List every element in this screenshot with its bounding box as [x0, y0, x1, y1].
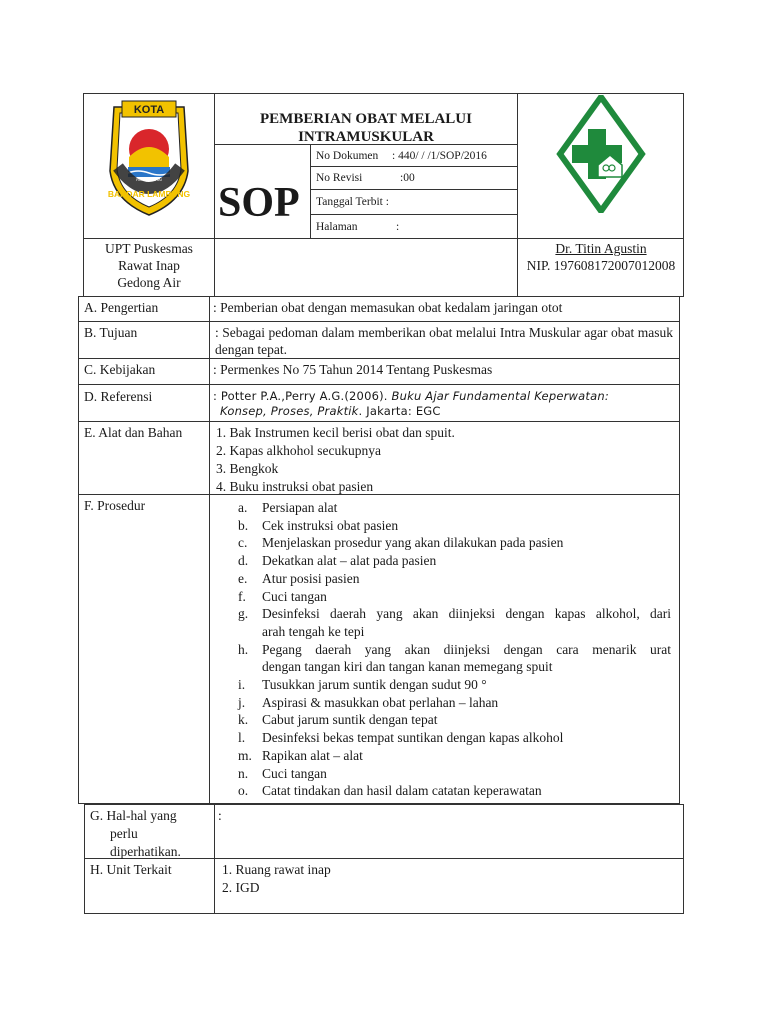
title-line-2: INTRAMUSKULAR	[298, 129, 434, 145]
procedure-step-text: Pegang daerah yang akan diinjeksi dengan cara menarik urat	[262, 641, 671, 657]
institution-line-1: UPT Puskesmas	[105, 241, 193, 256]
procedure-letter: g.	[238, 606, 249, 622]
reference-authors: : Potter P.A.,Perry A.G.(2006).	[213, 389, 392, 403]
institution-block	[84, 240, 214, 291]
section-h-label: H. Unit Terkait	[90, 862, 172, 877]
procedure-letter: b.	[238, 517, 249, 533]
divider	[310, 189, 518, 190]
procedure-step-text: Cek instruksi obat pasien	[262, 517, 399, 533]
procedure-letter: d.	[238, 553, 249, 569]
section-c-label: C. Kebijakan	[84, 362, 156, 377]
institution-line-3: Gedong Air	[117, 275, 181, 290]
section-g-label-1: G. Hal-hal yang	[90, 808, 177, 823]
procedure-step-text: Catat tindakan dan hasil dalam catatan keperawatan	[262, 783, 542, 799]
section-e-item-3: 3. Bengkok	[216, 461, 279, 476]
reference-publisher: . Jakarta: EGC	[358, 404, 441, 418]
section-e-label: E. Alat dan Bahan	[84, 425, 183, 440]
procedure-letter: m.	[238, 747, 252, 763]
procedure-step-text: Tusukkan jarum suntik dengan sudut 90 °	[262, 677, 487, 692]
section-b-text: : Sebagai pedoman dalam memberikan obat melalui Intra Muskular agar obat masuk dengan tepat.	[215, 325, 673, 357]
procedure-step-text: Cuci tangan	[262, 765, 327, 781]
divider	[78, 384, 680, 385]
procedure-step-text: Rapikan alat – alat	[262, 747, 363, 763]
section-e-item-4: 4. Buku instruksi obat pasien	[216, 479, 374, 494]
procedure-letter: o.	[238, 783, 249, 799]
section-e-item-1: 1. Bak Instrumen kecil berisi obat dan spuit.	[216, 425, 455, 440]
procedure-letter: l.	[238, 730, 246, 746]
procedure-step-text: dengan tangan kiri dan tangan kanan memegang spuit	[262, 659, 553, 675]
institution-line-2: Rawat Inap	[118, 258, 180, 273]
city-logo-motto-text: RUWAI JURAI	[136, 177, 162, 182]
puskesmas-logo-icon	[556, 95, 646, 213]
section-g-label-2: perlu	[110, 826, 138, 841]
signer-block	[518, 240, 684, 274]
section-a-text: : Pemberian obat dengan memasukan obat kedalam jaringan otot	[213, 300, 563, 315]
city-logo-icon	[100, 97, 198, 221]
divider	[209, 296, 210, 804]
divider	[78, 421, 680, 422]
section-d-label: D. Referensi	[84, 389, 153, 404]
city-logo-top-text: KOTA	[133, 104, 165, 116]
divider	[78, 358, 680, 359]
signer-nip: NIP. 197608172007012008	[526, 258, 676, 273]
procedure-step-text: Atur posisi pasien	[262, 570, 360, 586]
city-logo-bottom-text: BANDAR LAMPUNG	[107, 189, 191, 199]
reference-title-part-1: Buku Ajar Fundamental Keperwatan:	[391, 389, 609, 403]
procedure-step-text: arah tengah ke tepi	[262, 623, 365, 639]
section-b-label: B. Tujuan	[84, 325, 138, 340]
section-c-text: : Permenkes No 75 Tahun 2014 Tentang Puskesmas	[213, 362, 493, 377]
divider	[78, 321, 680, 322]
section-a-label: A. Pengertian	[84, 300, 159, 315]
section-g-text: :	[218, 808, 222, 823]
procedure-letter: j.	[238, 694, 246, 710]
divider	[214, 804, 215, 914]
procedure-letter: f.	[238, 588, 246, 604]
procedure-letter: k.	[238, 712, 249, 728]
procedure-step-text: Dekatkan alat – alat pada pasien	[262, 553, 437, 569]
procedure-step-text: Persiapan alat	[262, 500, 338, 515]
divider	[78, 494, 680, 495]
procedure-step-text: Desinfeksi bekas tempat suntikan dengan kapas alkohol	[262, 730, 564, 746]
divider	[310, 144, 311, 239]
procedure-letter: h.	[238, 641, 249, 657]
procedure-letter: n.	[238, 765, 249, 781]
divider	[310, 166, 518, 167]
section-e-item-2: 2. Kapas alkhohol secukupnya	[216, 443, 381, 458]
divider	[83, 238, 684, 239]
procedure-letter: c.	[238, 535, 248, 551]
section-f-label: F. Prosedur	[84, 498, 146, 513]
no-dokumen-label: No Dokumen	[316, 150, 379, 162]
procedure-step-text: Cuci tangan	[262, 588, 327, 604]
procedure-letter: e.	[238, 570, 248, 586]
procedure-step-text: Menjelaskan prosedur yang akan dilakukan pada pasien	[262, 535, 564, 551]
signer-name: Dr. Titin Agustin	[555, 241, 647, 256]
no-revisi-label: No Revisi	[316, 172, 363, 184]
title-line-1: PEMBERIAN OBAT MELALUI	[260, 111, 472, 127]
section-h-item-1: 1. Ruang rawat inap	[222, 862, 331, 877]
divider	[310, 214, 518, 215]
procedure-step-text: Cabut jarum suntik dengan tepat	[262, 712, 438, 728]
section-d-line-2	[220, 403, 441, 420]
no-revisi-value: :00	[400, 172, 415, 184]
tanggal-terbit-label: Tanggal Terbit :	[316, 196, 389, 208]
halaman-label: Halaman	[316, 221, 358, 233]
section-g-label-3: diperhatikan.	[110, 844, 181, 859]
sop-label: SOP	[218, 180, 300, 226]
procedure-letter: i.	[238, 677, 246, 692]
no-dokumen-value: : 440/ / /1/SOP/2016	[392, 150, 487, 162]
section-h-item-2: 2. IGD	[222, 880, 260, 895]
document-title	[215, 110, 517, 146]
procedure-letter: a.	[238, 500, 248, 515]
procedure-step-text: Desinfeksi daerah yang akan diinjeksi dengan kapas alkohol, dari	[262, 606, 671, 622]
halaman-value: :	[396, 221, 400, 233]
procedure-step-text: Aspirasi & masukkan obat perlahan – lahan	[262, 694, 499, 710]
reference-title-part-2: Konsep, Proses, Praktik	[220, 404, 359, 418]
